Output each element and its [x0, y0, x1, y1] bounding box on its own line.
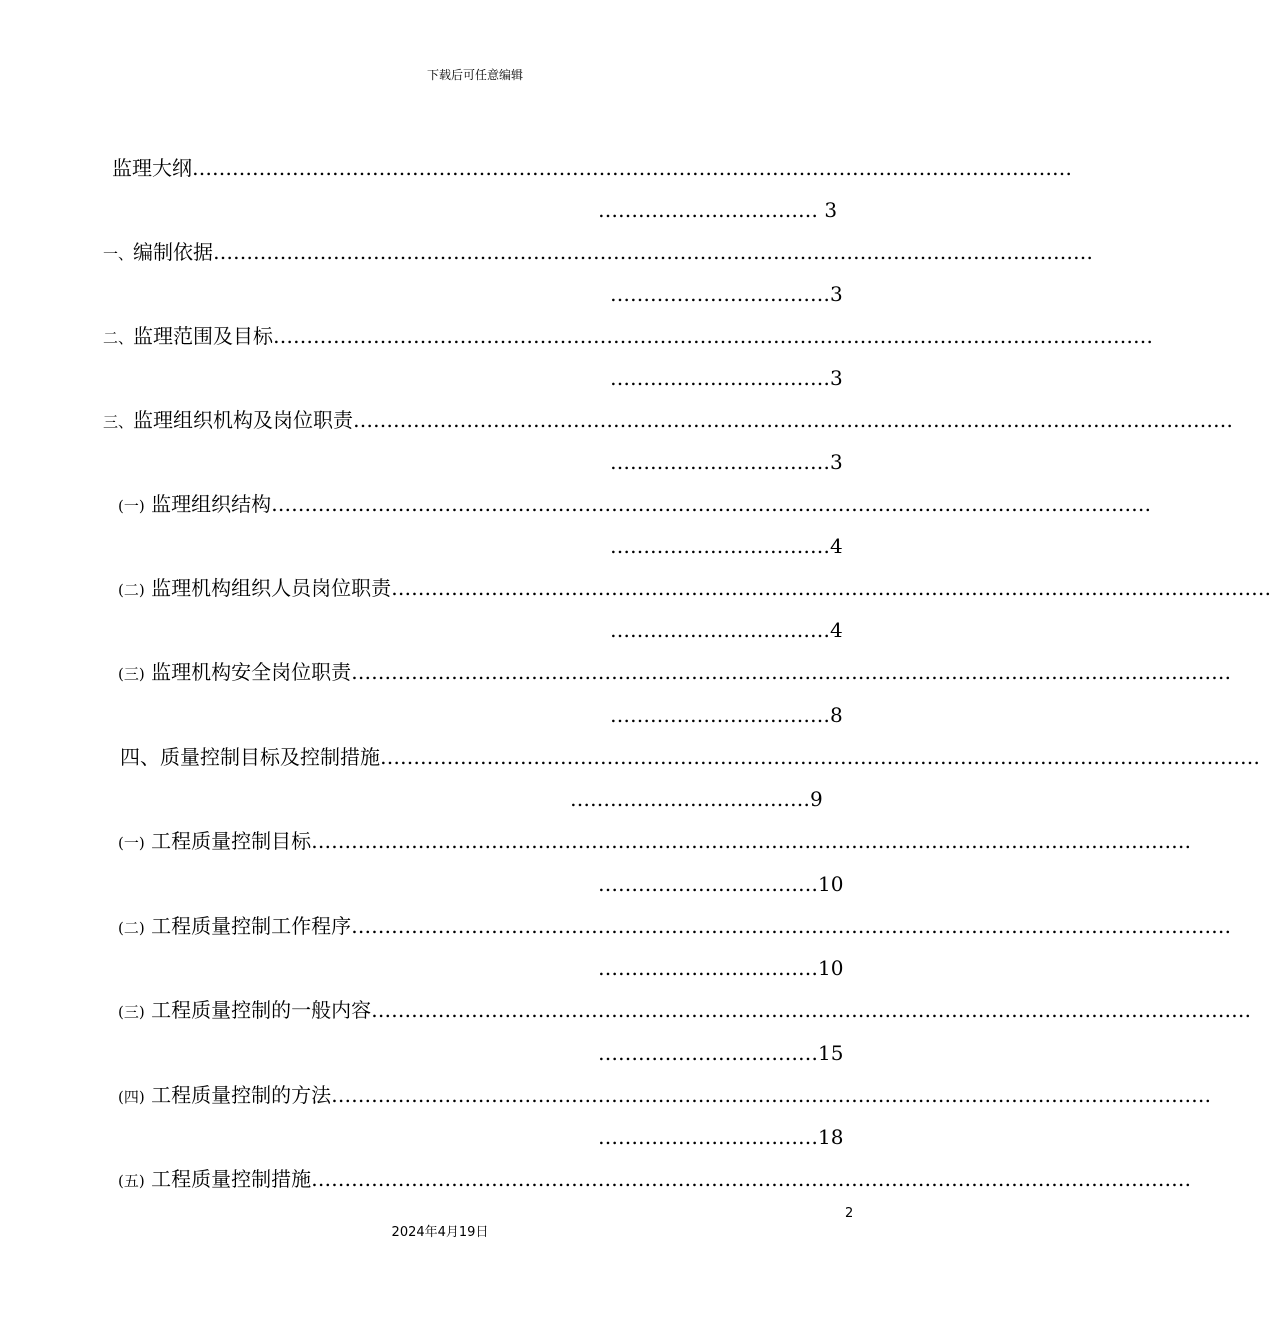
- toc-leader-dots: ……………………………………………………………………………………………………………………: [271, 492, 1152, 516]
- toc-entry-1-continuation: [610, 282, 843, 306]
- toc-entry-page: 18: [818, 1125, 844, 1149]
- toc-entry-prefix: (三): [118, 665, 145, 683]
- toc-entry-title: 工程质量控制的一般内容: [151, 998, 372, 1022]
- page-number: 2: [845, 1206, 854, 1221]
- toc-leader-dots: ……………………………: [610, 282, 830, 306]
- toc-entry-prefix: (四): [118, 1088, 145, 1106]
- toc-entry-prefix: (二): [118, 581, 145, 599]
- toc-entry-2-continuation: [610, 366, 843, 390]
- toc-leader-dots: ……………………………: [610, 618, 830, 642]
- toc-entry-page: 15: [818, 1041, 844, 1065]
- toc-entry-1[interactable]: [103, 240, 1094, 266]
- toc-leader-dots: ……………………………………………………………………………………………………………………: [213, 240, 1094, 264]
- toc-entry-9-continuation: [598, 956, 843, 980]
- toc-leader-dots: ……………………………………………………………………………………………………………………: [353, 408, 1234, 432]
- toc-entry-title: 工程质量控制的方法: [151, 1083, 332, 1107]
- toc-leader-dots: ……………………………………………………………………………………………………………………: [331, 1083, 1212, 1107]
- toc-entry-page: 4: [830, 534, 843, 558]
- toc-entry-title: 监理机构组织人员岗位职责: [151, 576, 392, 600]
- toc-entry-4-continuation: [610, 534, 843, 558]
- toc-leader-dots: ………………………………: [570, 787, 810, 811]
- toc-entry-6-continuation: [610, 703, 843, 727]
- toc-entry-title: 工程质量控制措施: [151, 1167, 312, 1191]
- toc-entry-page: 3: [824, 198, 838, 222]
- toc-entry-page: 3: [830, 450, 843, 474]
- toc-leader-dots: ……………………………………………………………………………………………………………………: [351, 660, 1232, 684]
- toc-entry-prefix: 一、: [103, 245, 134, 263]
- toc-leader-dots: ……………………………: [598, 956, 818, 980]
- toc-entry-prefix: (二): [118, 919, 145, 937]
- toc-leader-dots: ……………………………………………………………………………………………………………………: [311, 829, 1192, 853]
- toc-entry-title: 监理组织结构: [151, 492, 272, 516]
- toc-entry-title: 监理大纲: [112, 156, 192, 180]
- toc-leader-dots: ……………………………………………………………………………………………………………………: [351, 914, 1232, 938]
- toc-leader-dots: ……………………………: [598, 198, 818, 222]
- toc-entry-prefix: (一): [118, 497, 145, 515]
- toc-leader-dots: ……………………………: [598, 1041, 818, 1065]
- toc-entry-7[interactable]: [120, 745, 1260, 769]
- toc-entry-prefix: 二、: [103, 329, 134, 347]
- toc-entry-3-continuation: [610, 450, 843, 474]
- toc-leader-dots: ……………………………: [610, 703, 830, 727]
- toc-entry-0[interactable]: [112, 156, 1072, 180]
- toc-entry-0-continuation: [598, 198, 837, 222]
- toc-leader-dots: ……………………………: [598, 872, 818, 896]
- toc-entry-5-continuation: [610, 618, 843, 642]
- toc-entry-12[interactable]: [118, 1167, 1192, 1193]
- toc-entry-prefix: (三): [118, 1003, 145, 1021]
- toc-entry-page: 3: [830, 366, 843, 390]
- toc-entry-8-continuation: [598, 872, 843, 896]
- toc-entry-title: 监理组织机构及岗位职责: [133, 408, 354, 432]
- toc-leader-dots: ……………………………………………………………………………………………………………………: [273, 324, 1154, 348]
- toc-entry-2[interactable]: [103, 324, 1154, 350]
- toc-entry-5[interactable]: [118, 576, 1271, 602]
- toc-entry-10[interactable]: [118, 998, 1252, 1024]
- toc-leader-dots: ……………………………………………………………………………………………………………………: [380, 745, 1260, 769]
- toc-entry-title: 监理范围及目标: [133, 324, 274, 348]
- toc-leader-dots: ……………………………: [610, 534, 830, 558]
- toc-leader-dots: ……………………………: [598, 1125, 818, 1149]
- toc-entry-title: 工程质量控制工作程序: [151, 914, 352, 938]
- toc-entry-9[interactable]: [118, 914, 1232, 940]
- footer-date: 2024年4月19日: [391, 1225, 489, 1240]
- toc-entry-title: 监理机构安全岗位职责: [151, 660, 352, 684]
- toc-entry-page: 8: [830, 703, 843, 727]
- toc-entry-10-continuation: [598, 1041, 843, 1065]
- toc-entry-11[interactable]: [118, 1083, 1212, 1109]
- toc-leader-dots: ……………………………………………………………………………………………………………………: [371, 998, 1252, 1022]
- toc-entry-title: 工程质量控制目标: [151, 829, 312, 853]
- toc-entry-11-continuation: [598, 1125, 843, 1149]
- toc-entry-title: 编制依据: [133, 240, 214, 264]
- toc-entry-page: 10: [818, 872, 844, 896]
- toc-entry-page: 10: [818, 956, 844, 980]
- toc-entry-prefix: (一): [118, 834, 145, 852]
- toc-entry-3[interactable]: [103, 408, 1234, 434]
- toc-entry-page: 4: [830, 618, 843, 642]
- toc-entry-prefix: (五): [118, 1172, 145, 1190]
- toc-entry-4[interactable]: [118, 492, 1152, 518]
- toc-entry-prefix: 三、: [103, 413, 134, 431]
- toc-entry-6[interactable]: [118, 660, 1232, 686]
- toc-entry-prefix: 四、: [120, 745, 160, 769]
- toc-entry-title: 质量控制目标及控制措施: [160, 745, 380, 769]
- toc-leader-dots: ……………………………………………………………………………………………………………………: [311, 1167, 1192, 1191]
- toc-entry-8[interactable]: [118, 829, 1192, 855]
- toc-leader-dots: ……………………………………………………………………………………………………………………: [192, 156, 1072, 180]
- toc-leader-dots: ……………………………: [610, 450, 830, 474]
- toc-leader-dots: ……………………………: [610, 366, 830, 390]
- toc-entry-page: 9: [810, 787, 823, 811]
- toc-entry-page: 3: [830, 282, 843, 306]
- toc-leader-dots: ……………………………………………………………………………………………………………………: [391, 576, 1271, 600]
- page-header: 下载后可任意编辑: [426, 68, 523, 82]
- toc-entry-7-continuation: [570, 787, 823, 811]
